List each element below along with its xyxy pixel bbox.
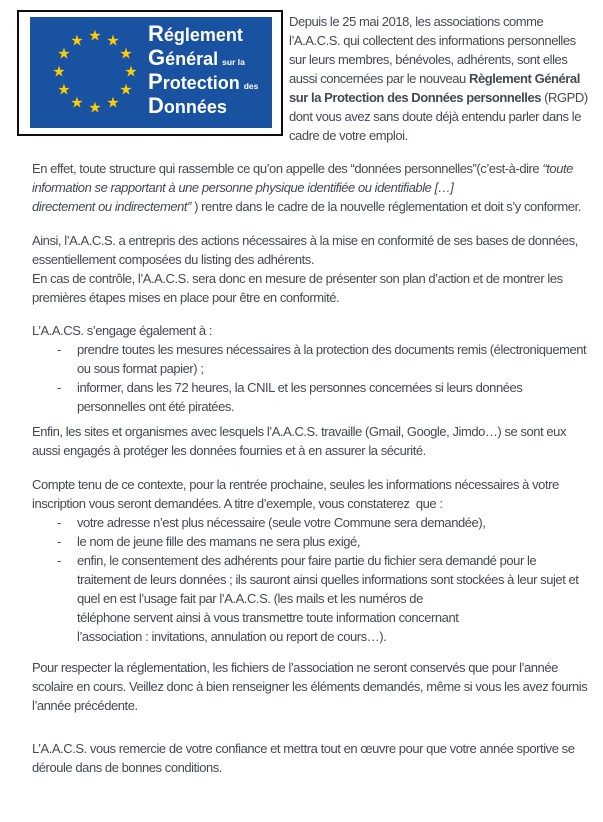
eu-star-icon: ★	[88, 99, 102, 117]
logo-initial: P	[148, 69, 163, 94]
bullet-dash: -	[57, 380, 61, 395]
bullet-dash: -	[57, 515, 61, 530]
bullet-dash: -	[57, 534, 61, 549]
logo-word-rest: énéral	[165, 49, 219, 69]
bullet-dash: -	[57, 342, 61, 357]
contexte-intro: Compte tenu de ce contexte, pour la rentrée prochaine, seules les informations nécessaires à votre inscription vous seront demandées. A titre d’exemple, vous constaterez que :	[32, 477, 562, 511]
en-effet-quote-italic-1: “toute information se rapportant à une personne physique identifiée ou identifiable […]	[32, 161, 573, 195]
logo-word-rest: rotection	[162, 73, 240, 93]
ainsi-line-1: Ainsi, l’A.A.C.S. a entrepris des actions nécessaires à la mise en conformité de ses bases de données, essentiellement composées du listing des adhérents.	[32, 233, 578, 267]
paragraph-contexte	[32, 475, 591, 646]
intro-text-bold-rgpd: Règlement Général sur la Protection des Données personnelles	[289, 71, 580, 105]
logo-initial: G	[148, 45, 166, 70]
eu-star-icon: ★	[70, 94, 84, 112]
logo-line-general	[148, 46, 258, 70]
engagements-intro: L’A.A.CS. s’engage également à :	[32, 323, 213, 338]
logo-initial: D	[148, 93, 164, 118]
intro-text-after: (RGPD) dont vous avez sans doute déjà entendu parler dans le cadre de votre emploi.	[289, 90, 588, 143]
list-item-consentement	[55, 551, 591, 646]
paragraph-en-effet	[32, 159, 591, 216]
paragraph-conservation: Pour respecter la réglementation, les fichiers de l’association ne seront conservés que pour l’année scolaire en cours. Veillez donc à bien renseigner les éléments demandés, même si vous les avez fournis l’année précédente.	[32, 660, 588, 713]
list-item-informer-cnil	[55, 378, 591, 416]
en-effet-quote-italic-2: directement ou indirectement”	[32, 199, 191, 214]
eu-star-icon: ★	[119, 45, 133, 63]
paragraph-engagements	[32, 321, 591, 416]
list-item-text: le nom de jeune fille des mamans ne sera plus exigé,	[77, 534, 360, 549]
eu-star-icon: ★	[88, 27, 102, 45]
logo-line-donnees	[148, 94, 258, 118]
document-header	[17, 10, 591, 145]
eu-star-icon: ★	[57, 81, 71, 99]
logo-initial: R	[148, 21, 164, 46]
intro-paragraph	[289, 12, 591, 145]
eu-star-icon: ★	[106, 94, 120, 112]
list-item-protection-documents	[55, 340, 591, 378]
consent-bullet-line-2: téléphone servent ainsi à vous transmettre toute information concernant	[77, 610, 459, 625]
consent-bullet-line-3: l’association : invitations, annulation ou report de cours…).	[77, 629, 387, 644]
logo-word-rest: églement	[163, 25, 243, 45]
list-item-nom-jeune-fille	[55, 532, 591, 551]
eu-star-icon: ★	[124, 63, 138, 81]
list-item-text: prendre toutes les mesures nécessaires à la protection des documents remis (électroniquement ou sous format papier) ;	[77, 342, 587, 376]
list-item-text: votre adresse n’est plus nécessaire (seule votre Commune sera demandée),	[77, 515, 486, 530]
eu-star-icon: ★	[106, 32, 120, 50]
paragraph-remerciement: L’A.A.C.S. vous remercie de votre confiance et mettra tout en œuvre pour que votre année sportive se déroule dans de bonnes conditions.	[32, 741, 575, 775]
list-item-text: informer, dans les 72 heures, la CNIL et les personnes concernées si leurs données personnelles ont été piratées.	[77, 380, 523, 414]
logo-word-rest: onnées	[163, 97, 227, 117]
bullet-dash: -	[57, 553, 61, 568]
eu-star-icon: ★	[52, 63, 66, 81]
list-item-adresse	[55, 513, 591, 532]
consent-bullet-flow: enfin, le consentement des adhérents pour faire partie du fichier sera demandé pour le traitement de leurs données ; ils sauront ainsi quelles informations sont stockées à leur sujet et quel en est l’usage fait par l’A.A.C.S. (les mails et les numéros de	[77, 553, 579, 606]
ainsi-line-2: En cas de contrôle, l’A.A.C.S. sera donc en mesure de présenter son plan d’action et de montrer les premières étapes mises en place pour être en conformité.	[32, 271, 563, 305]
eu-star-icon: ★	[119, 81, 133, 99]
rgpd-logo-title	[148, 22, 258, 118]
en-effet-text-before: En effet, toute structure qui rassemble ce qu’on appelle des “données personnelles”(c’est-à-dire	[32, 161, 543, 176]
logo-word-small: sur la	[222, 57, 245, 67]
rgpd-logo-frame	[17, 10, 283, 136]
logo-word-small: des	[243, 81, 259, 91]
eu-star-icon: ★	[57, 45, 71, 63]
eu-flag	[30, 17, 272, 128]
intro-text-before: Depuis le 25 mai 2018, les associations comme l’A.A.C.S. qui collectent des informations personnelles sur leurs membres, bénévoles, adhérents, sont elles aussi concernées par le nouveau	[289, 14, 576, 86]
logo-line-reglement	[148, 22, 258, 46]
paragraph-enfin: Enfin, les sites et organismes avec lesquels l’A.A.C.S. travaille (Gmail, Google, Jimdo…) se sont eux aussi engagés à protéger les données fournies et à en assurer la sécurité.	[32, 424, 567, 458]
eu-star-icon: ★	[70, 32, 84, 50]
en-effet-text-after: ) rentre dans le cadre de la nouvelle réglementation et doit s’y conformer.	[190, 199, 581, 214]
paragraph-ainsi	[32, 231, 591, 307]
logo-line-protection	[148, 70, 258, 94]
